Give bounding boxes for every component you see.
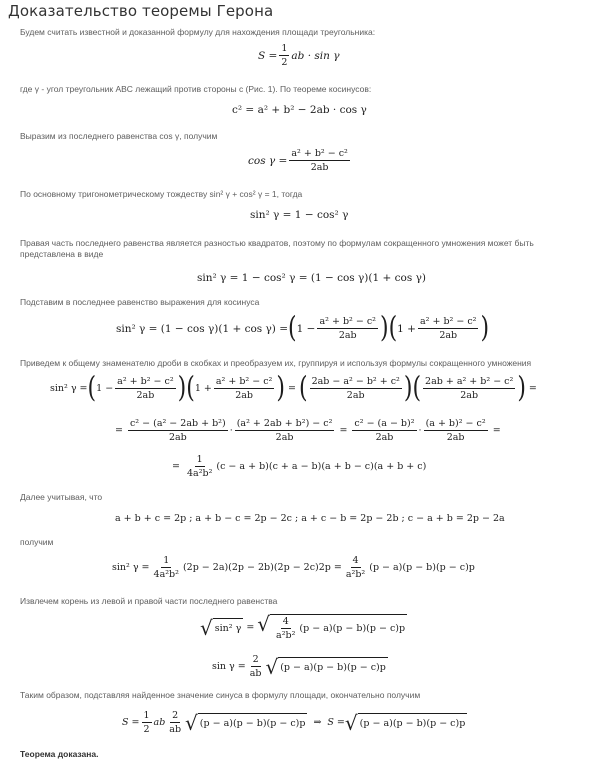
fraction-num: a² + b² − c² [117,376,174,387]
paragraph-2: где γ - угол треугольник ABC лежащий против стороны c (Рис. 1). По теореме косинусов: [20,84,372,94]
equals: = [243,622,258,633]
equals: = [489,425,501,436]
dot: · [229,425,233,436]
formula-sin-squared: sin² γ = 1 − cos² γ [250,209,349,221]
fraction-den: 4a²b² [186,468,213,479]
sqrt [185,710,307,735]
radical-sign: √ [185,710,198,735]
paragraph-3: Выразим из последнего равенства cos γ, получим [20,131,218,141]
formula-mid: ab [153,717,166,728]
radicand: (p − a)(p − b)(p − c)p [358,713,468,733]
sqrt [265,654,387,679]
fraction-den: 2ab [275,432,294,443]
equals: = [172,461,183,472]
radical-sign: √ [200,615,213,640]
paren-open: ( [388,311,398,345]
fraction-den: 2 [281,57,288,68]
fraction [248,654,264,679]
fraction-den: 2ab [375,432,394,443]
fraction-num: 1 [163,555,170,566]
radicand [270,614,407,641]
paragraph-10: Извлечем корень из левой и правой части последнего равенства [20,596,278,606]
fraction-den: 2ab [338,330,357,341]
fraction-den: 2ab [446,432,465,443]
radical-sign: √ [265,654,279,679]
sqrt [344,710,467,735]
paren-close: ) [177,371,187,405]
fraction [317,316,378,341]
paragraph-1: Будем считать известной и доказанной формулу для нахождения площади треугольника: [20,27,376,37]
equals: = [284,383,299,394]
fraction-num: (a + b)² − c² [425,418,486,429]
term-b: 1 + [194,383,212,394]
paren-open: ( [186,371,195,405]
paragraph-9: получим [20,537,54,547]
paren-close: ) [276,371,285,405]
formula-common-denominator-line2 [115,418,501,443]
equals: = [115,425,126,436]
paragraph-6: Подставим в последнее равенство выражения для косинуса [20,297,260,307]
radicand-tail: (p − a)(p − b)(p − c)p [299,623,406,634]
fraction-num: 1 [281,43,288,54]
formula-sin-gamma [212,654,388,679]
fraction [423,376,515,401]
fraction [115,376,176,401]
fraction-den: 2ab [439,330,458,341]
fraction [352,418,416,443]
formula-lhs: cos γ = [248,154,288,167]
paren-close: ) [403,371,413,405]
formula-lhs: S = [122,717,140,728]
equals: = [336,425,351,436]
paren-open: ( [298,371,308,405]
sqrt [200,615,243,640]
fraction [167,710,183,735]
fraction-den: a²b² [345,569,366,580]
fraction [424,418,488,443]
formula-substitution [116,311,490,345]
paren-open: ( [288,311,297,345]
fraction [152,555,181,580]
radicand: sin² γ [213,618,244,638]
formula-lhs: sin² γ = [50,383,88,394]
implies-arrow: ⇒ [313,717,322,728]
formula-difference-squares: sin² γ = 1 − cos² γ = (1 − cos γ)(1 + cos γ) [197,272,426,284]
term-a: 1 − [296,322,316,335]
formula-tail: (c − a + b)(c + a − b)(a + b − c)(a + b + c) [216,461,427,472]
fraction [128,418,228,443]
formula-heron [122,710,467,735]
sqrt [257,614,407,641]
paren-open: ( [412,371,422,405]
term-a: 1 − [96,383,114,394]
equals: = [525,383,537,394]
paragraph-8: Далее учитывая, что [20,492,103,502]
fraction [289,148,350,173]
paren-open: ( [87,371,97,405]
radical-sign: √ [344,710,358,735]
fraction-den: ab [249,668,262,679]
fraction [214,376,275,401]
fraction-num: c² − (a² − 2ab + b²) [129,418,226,429]
paren-close: ) [379,311,389,345]
fraction-num: a² + b² − c² [419,316,477,327]
paragraph-11: Таким образом, подставляя найденное значение синуса в формулу площади, окончательно получим [20,690,421,700]
fraction-num: 2 [172,710,179,721]
conclusion-text: Теорема доказана. [20,749,99,759]
formula-sin-squared-p [112,555,475,580]
fraction [418,316,479,341]
fraction-num: 4 [282,616,289,627]
fraction [185,454,214,479]
formula-common-denominator-line1 [50,371,537,405]
fraction-num: a² + b² − c² [291,148,348,159]
radicand: (p − a)(p − b)(p − c)p [278,657,388,677]
fraction-den: 2 [143,724,150,735]
paragraph-4: По основному тригонометрическому тождеству sin² γ + cos² γ = 1, тогда [20,189,303,199]
formula-cosine-law: c² = a² + b² − 2ab · cos γ [232,104,367,116]
fraction-num: 2 [252,654,259,665]
fraction-den: 2ab [168,432,187,443]
page-title: Доказательство теоремы Герона [8,2,274,20]
fraction [344,555,367,580]
fraction-num: 2ab + a² + b² − c² [425,376,514,387]
paren-close: ) [480,311,490,345]
formula-lhs: sin² γ = [112,562,150,573]
formula-cos-gamma [248,148,352,173]
fraction-num: a² + b² − c² [215,376,273,387]
fraction-num: 4 [352,555,359,566]
formula-common-denominator-line3 [172,454,426,479]
fraction-den: 2ab [346,390,365,401]
fraction-den: 2ab [310,162,329,173]
fraction [310,376,402,401]
term-b: 1 + [397,322,416,335]
formula-lhs: sin γ = [212,661,246,672]
formula-area-lhs: S = [258,49,278,62]
fraction-num: 1 [196,454,203,465]
formula-semiperimeter: a + b + c = 2p ; a + b − c = 2p − 2c ; a + c − b = 2p − 2b ; c − a + b = 2p − 2a [115,513,505,524]
paren-close: ) [517,371,526,405]
fraction-num: 1 [143,710,150,721]
fraction-half [279,43,289,68]
fraction [142,710,152,735]
fraction-num: 2ab − a² − b² + c² [311,376,400,387]
fraction-num: c² − (a − b)² [354,418,415,429]
radicand: (p − a)(p − b)(p − c)p [198,713,308,733]
fraction [274,616,297,641]
formula-area [258,43,340,68]
formula-mid: (2p − 2a)(2p − 2b)(2p − 2c)2p = [182,562,342,573]
fraction-den: ab [169,724,182,735]
formula-root-both-sides [200,614,407,641]
fraction [235,418,335,443]
fraction-den: 2ab [235,390,254,401]
fraction-num: (a² + 2ab + b²) − c² [236,418,333,429]
fraction-num: a² + b² − c² [319,316,376,327]
fraction-den: a²b² [276,630,296,641]
paragraph-5: Правая часть последнего равенства является разностью квадратов, поэтому по формулам сокращенного умножения может быть представлена в виде [20,238,534,259]
fraction-den: 4a²b² [153,569,179,580]
paragraph-7: Приведем к общему знаменателю дроби в скобках и преобразуем их, группируя и используя формулы сокращенного умножения [20,358,532,368]
formula-area-rest: ab · sin γ [291,49,340,62]
radical-sign: √ [257,612,271,636]
fraction-den: 2ab [136,390,155,401]
formula-lhs: sin² γ = (1 − cos γ)(1 + cos γ) = [116,322,289,335]
dot: · [418,425,422,436]
formula-rhs: S = [327,717,345,728]
fraction-den: 2ab [460,390,479,401]
formula-tail: (p − a)(p − b)(p − c)p [369,562,475,573]
